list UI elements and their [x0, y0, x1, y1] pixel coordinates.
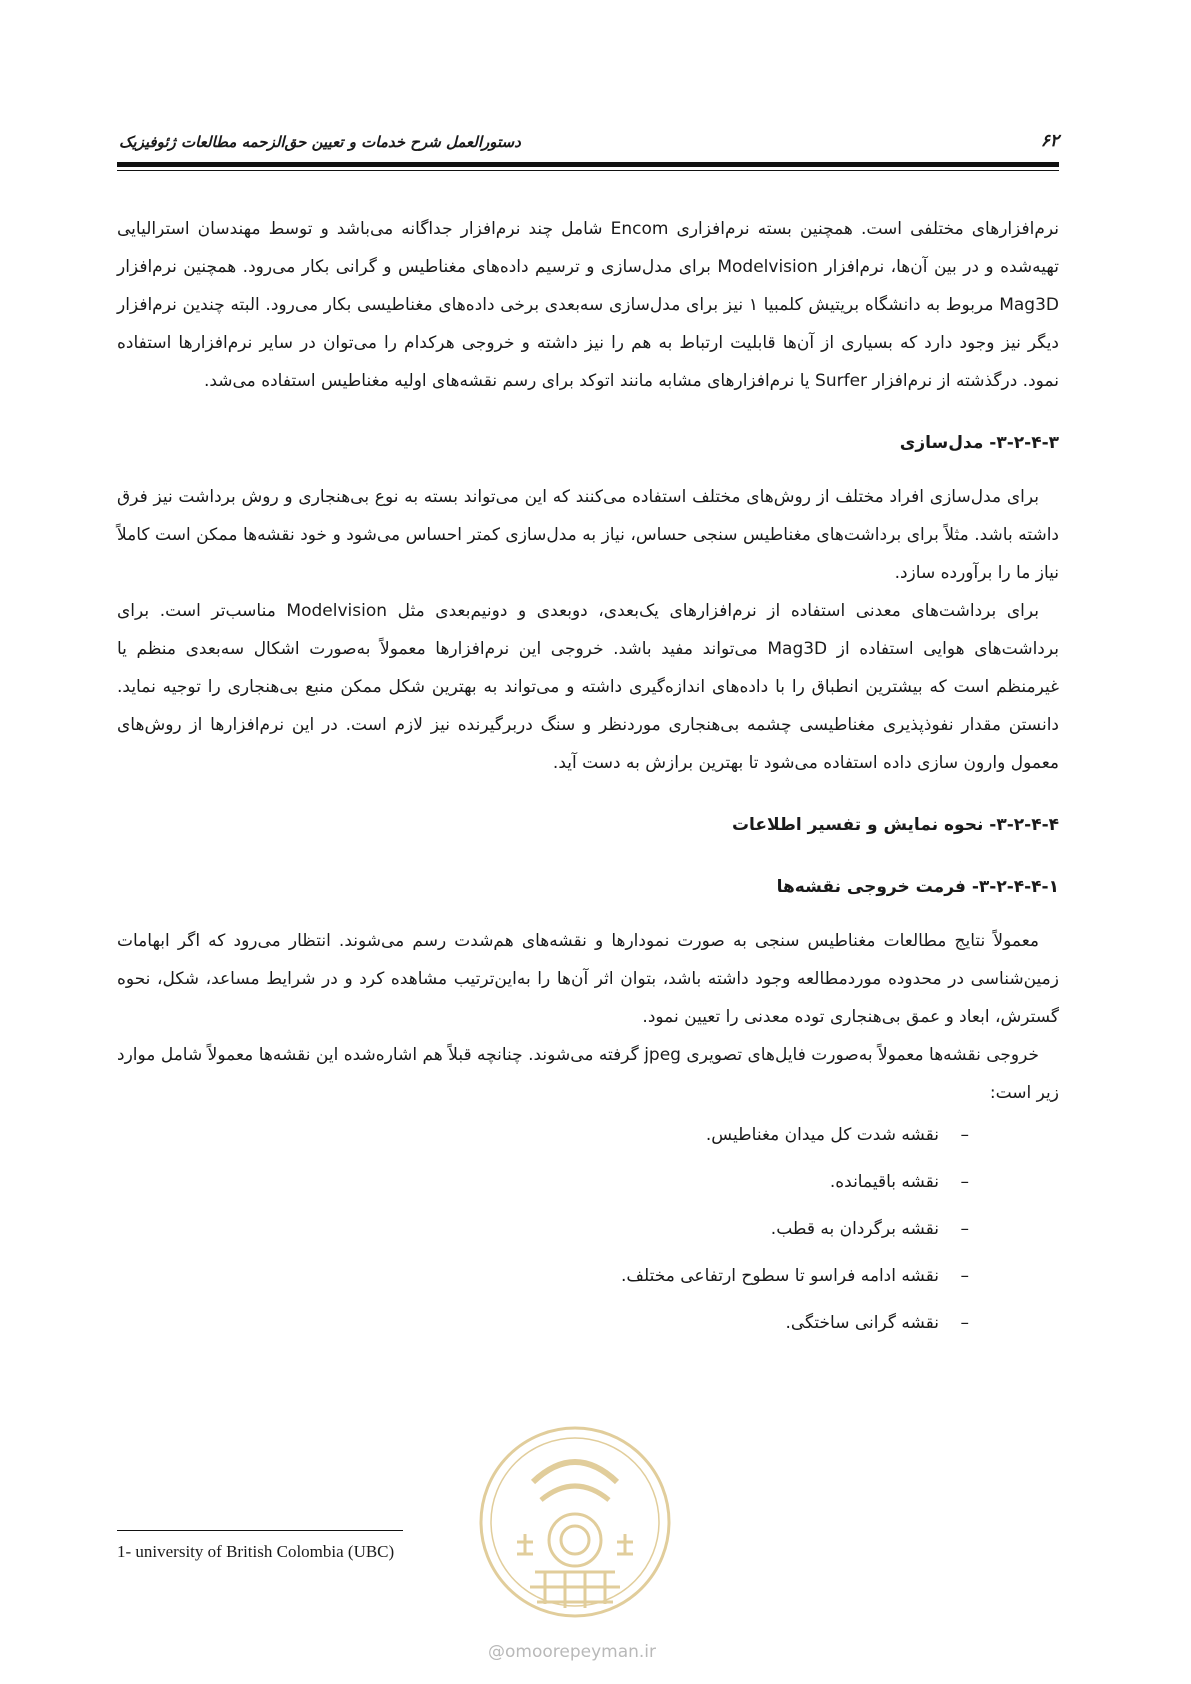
paragraph-software: نرم‌افزارهای مختلفی است. همچنین بسته نرم‌افزاری Encom شامل چند نرم‌افزار جداگانه می‌باشد و توسط مهندسان استرالیایی تهیه‌شده و در بین آن‌ها، نرم‌افزار Modelvision برای مدل‌سازی و ترسیم داده‌های مغناطیس و گرانی بکار می‌رود. همچنین نرم‌افزار Mag3D مربوط به دانشگاه بریتیش کلمبیا ۱ نیز برای مدل‌سازی سه‌بعدی برخی داده‌های مغناطیسی بکار می‌رود. البته چندین نرم‌افزار دیگر نیز وجود دارد که بسیاری از آن‌ها قابلیت ارتباط به هم را نیز داشته و خروجی هرکدام را می‌توان در سایر نرم‌افزارها استفاده نمود. درگذشته از نرم‌افزار Surfer یا نرم‌افزارهای مشابه مانند اتوکد برای رسم نقشه‌های اولیه مغناطیس استفاده می‌شد.	[117, 219, 1060, 391]
list-item-text: نقشه ادامه فراسو تا سطوح ارتفاعی مختلف.	[621, 1266, 939, 1286]
running-title: دستورالعمل شرح خدمات و تعیین حق‌الزحمه مطالعات ژئوفیزیک	[119, 133, 521, 151]
footnote: 1- university of British Colombia (UBC)	[117, 1542, 395, 1561]
list-item-text: نقشه شدت کل میدان مغناطیس.	[705, 1125, 939, 1145]
subsection-heading-map-format: ۳-۲-۴-۴-۱- فرمت خروجی نقشه‌ها	[776, 877, 1059, 897]
paragraph-output-maps: خروجی نقشه‌ها معمولاً به‌صورت فایل‌های تصویری jpeg گرفته می‌شوند. چنانچه قبلاً هم اشاره‌شده این نقشه‌ها معمولاً شامل موارد زیر است:	[117, 1045, 1059, 1103]
header-rule-thick	[117, 162, 1059, 167]
map-types-list	[117, 1112, 1059, 1347]
bullet-dash: –	[960, 1125, 969, 1145]
section-heading-display: ۳-۲-۴-۴- نحوه نمایش و تفسیر اطلاعات	[731, 815, 1059, 835]
list-item	[117, 1300, 969, 1347]
list-item-text: نقشه برگردان به قطب.	[770, 1219, 939, 1239]
section-heading-modeling: ۳-۲-۴-۳- مدل‌سازی	[899, 433, 1059, 453]
body-content	[117, 210, 1059, 1347]
header-rule-thin	[117, 170, 1059, 171]
footnote-rule	[117, 1530, 403, 1531]
watermark-seal-icon	[475, 1422, 675, 1622]
page-number: ۶۲	[1040, 131, 1059, 151]
list-item	[117, 1159, 969, 1206]
bullet-dash: –	[960, 1172, 969, 1192]
list-item	[117, 1112, 969, 1159]
paragraph-results: معمولاً نتایج مطالعات مغناطیس سنجی به صورت نمودارها و نقشه‌های هم‌شدت رسم می‌شوند. انتظار می‌رود که اگر ابهامات زمین‌شناسی در محدوده موردمطالعه وجود داشته باشد، بتوان اثر آن‌ها را به‌این‌ترتیب مشاهده کرد و در شرایط مساعد، شکل، نحوه گسترش، ابعاد و عمق بی‌هنجاری توده معدنی را تعیین نمود.	[117, 931, 1059, 1027]
list-item-text: نقشه گرانی ساختگی.	[785, 1313, 939, 1333]
list-item-text: نقشه باقیمانده.	[829, 1172, 939, 1192]
bullet-dash: –	[960, 1266, 969, 1286]
paragraph-modeling-methods: برای مدل‌سازی افراد مختلف از روش‌های مختلف استفاده می‌کنند که این می‌تواند بسته به نوع بی‌هنجاری و روش برداشت نیز فرق داشته باشد. مثلاً برای برداشت‌های مغناطیس سنجی حساس، نیاز به مدل‌سازی کمتر احساس می‌شود و خود نقشه‌ها ممکن است کاملاً نیاز ما را برآورده سازد.	[117, 487, 1059, 583]
list-item	[117, 1206, 969, 1253]
watermark-url: @omoorepeyman.ir	[488, 1642, 657, 1662]
list-item	[117, 1253, 969, 1300]
bullet-dash: –	[960, 1219, 969, 1239]
paragraph-modeling-software: برای برداشت‌های معدنی استفاده از نرم‌افزارهای یک‌بعدی، دوبعدی و دونیم‌بعدی مثل Modelvision مناسب‌تر است. برای برداشت‌های هوایی استفاده از Mag3D می‌تواند مفید باشد. خروجی این نرم‌افزارها معمولاً به‌صورت اشکال سه‌بعدی منظم یا غیرمنظم است که بیشترین انطباق را با داده‌های اندازه‌گیری داشته و می‌تواند به بهترین شکل ممکن منبع بی‌هنجاری را توجیه نماید. دانستن مقدار نفوذپذیری مغناطیسی چشمه بی‌هنجاری موردنظر و سنگ دربرگیرنده نیز لازم است. در این نرم‌افزارها از روش‌های معمول وارون سازی داده استفاده می‌شود تا بهترین برازش به دست آید.	[117, 601, 1059, 773]
bullet-dash: –	[960, 1313, 969, 1333]
